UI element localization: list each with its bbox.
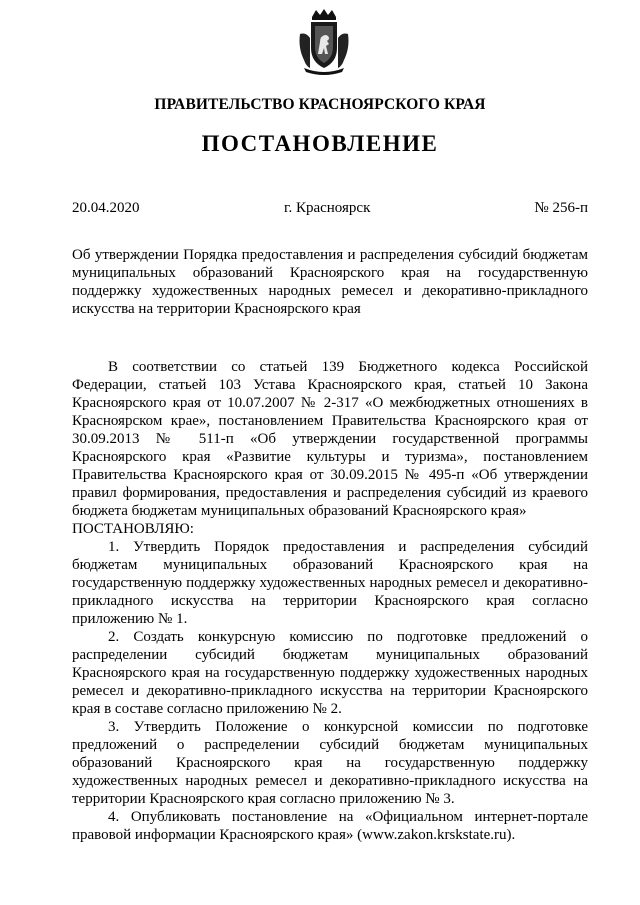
document-body [72,358,588,844]
resolution-item: 3. Утвердить Положение о конкурсной комиссии по подготовке предложений о распределении субсидий бюджетам муниципальных образований Красноярского края на государственную поддержку художественных народных ремесел и декоративно-прикладного искусства на территории Красноярского края согласно приложению № 3. [72,719,588,807]
resolution-item: 1. Утвердить Порядок предоставления и распределения субсидий бюджетам муниципальных образований Красноярского края на государственную поддержку художественных народных ремесел и декоративно-прикладного искусства на территории Красноярского края согласно приложению № 1. [72,539,588,627]
preamble-paragraph: В соответствии со статьей 139 Бюджетного кодекса Российской Федерации, статьей 103 Устава Красноярского края, статьей 10 Закона Красноярского края от 10.07.2007 № 2-317 «О межбюджетных отношениях в Красноярском крае», постановлением Правительства Красноярского края от 30.09.2013 № 511-п «Об утверждении государственной программы Красноярского края «Развитие культуры и туризма», постановлением Правительства Красноярского края от 30.09.2015 № 495-п «Об утверждении правил формирования, предоставления и распределения субсидий из краевого бюджета бюджетам муниципальных образований Красноярского края» [72,359,588,519]
document-type-title: ПОСТАНОВЛЕНИЕ [201,131,439,156]
resolve-heading: ПОСТАНОВЛЯЮ: [72,521,194,537]
resolution-item: 4. Опубликовать постановление на «Официальном интернет-портале правовой информации Красноярского края» (www.zakon.krskstate.ru). [72,809,588,843]
document-meta-row [72,200,588,220]
coat-of-arms-emblem [296,8,352,76]
document-subject: Об утверждении Порядка предоставления и распределения субсидий бюджетам муниципальных образований Красноярского края на государственную поддержку художественных народных ремесел и декоративно-прикладного искусства на территории Красноярского края [72,247,588,317]
document-city: г. Красноярск [284,200,371,216]
resolution-item: 2. Создать конкурсную комиссию по подготовке предложений о распределении субсидий бюджетам муниципальных образований Красноярского края на государственную поддержку художественных народных ремесел и декоративно-прикладного искусства на территории Красноярского края в составе согласно приложению № 2. [72,629,588,717]
document-date: 20.04.2020 [72,200,140,216]
government-name: ПРАВИТЕЛЬСТВО КРАСНОЯРСКОГО КРАЯ [154,96,486,113]
document-number: № 256-п [534,200,588,216]
